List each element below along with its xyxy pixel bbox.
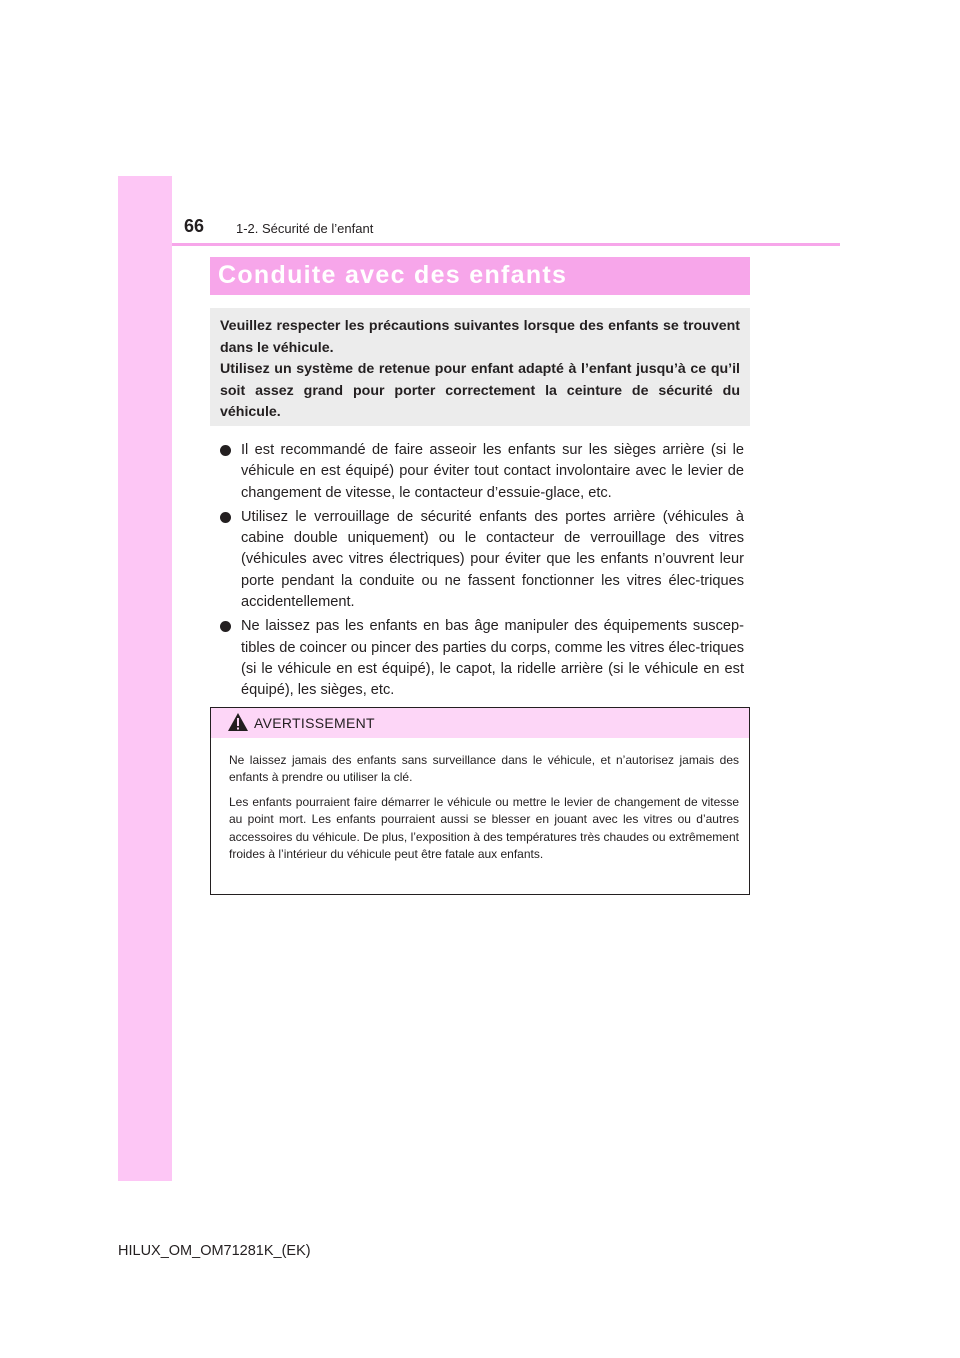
list-item-text: Utilisez le verrouillage de sécurité enfants des portes arrière (véhicules à cabine double uniquement) ou le contacteur de verrouillage des vitres (véhicules avec vitres électriques) pour éviter que les enfants n’ouvrent leur porte pendant la conduite ou ne fassent fonctionner les vitres élec-triques accidentellement. bbox=[241, 508, 744, 611]
section-title: Conduite avec des enfants bbox=[218, 261, 568, 289]
warning-label: AVERTISSEMENT bbox=[254, 715, 375, 731]
warning-paragraph: Ne laissez jamais des enfants sans surveillance dans le véhicule, et n’autorisez jamais des enfants à prendre ou utiliser la clé. bbox=[229, 753, 739, 785]
warning-header bbox=[211, 708, 749, 738]
header-divider bbox=[172, 243, 840, 246]
intro-box bbox=[210, 308, 750, 426]
list-item bbox=[218, 440, 744, 504]
warning-body bbox=[229, 752, 739, 870]
precautions-list bbox=[218, 440, 744, 705]
list-item-text: Il est recommandé de faire asseoir les enfants sur les sièges arrière (si le véhicule en est équipé) pour éviter tout contact involontaire avec le levier de changement de vitesse, le contacteur d’essuie-glace, etc. bbox=[241, 442, 744, 501]
bullet-icon bbox=[220, 445, 231, 456]
list-item bbox=[218, 507, 744, 613]
section-title-bar bbox=[210, 257, 750, 295]
list-item bbox=[218, 616, 744, 701]
footer-document-id: HILUX_OM_OM71281K_(EK) bbox=[118, 1243, 311, 1259]
warning-box bbox=[210, 707, 750, 895]
breadcrumb: 1-2. Sécurité de l’enfant bbox=[236, 221, 374, 236]
bullet-icon bbox=[220, 512, 231, 523]
bullet-icon bbox=[220, 621, 231, 632]
warning-paragraph: Les enfants pourraient faire démarrer le véhicule ou mettre le levier de changement de vitesse au point mort. Les enfants pourraient aussi se blesser en jouant avec les vitres ou d’autres accessoires du véhicule. De plus, l’exposition à des températures très chaudes ou extrêmement froides à l’intérieur du véhicule peut être fatale aux enfants. bbox=[229, 794, 739, 862]
page-number: 66 bbox=[184, 216, 205, 236]
intro-paragraph: Utilisez un système de retenue pour enfant adapté à l’enfant jusqu’à ce qu’il soit assez grand pour porter correctement la ceinture de sécurité du véhicule. bbox=[220, 361, 740, 421]
warning-triangle-icon bbox=[227, 712, 249, 732]
intro-paragraph: Veuillez respecter les précautions suivantes lorsque des enfants se trouvent dans le véhicule. bbox=[220, 318, 740, 356]
list-item-text: Ne laissez pas les enfants en bas âge manipuler des équipements suscep-tibles de coincer ou pincer des parties du corps, comme les vitres élec-triques (si le véhicule en est équipé), le capot, la ridelle arrière (si le véhicule en est équipé), les sièges, etc. bbox=[241, 618, 744, 699]
side-tab-strip bbox=[118, 176, 172, 1181]
